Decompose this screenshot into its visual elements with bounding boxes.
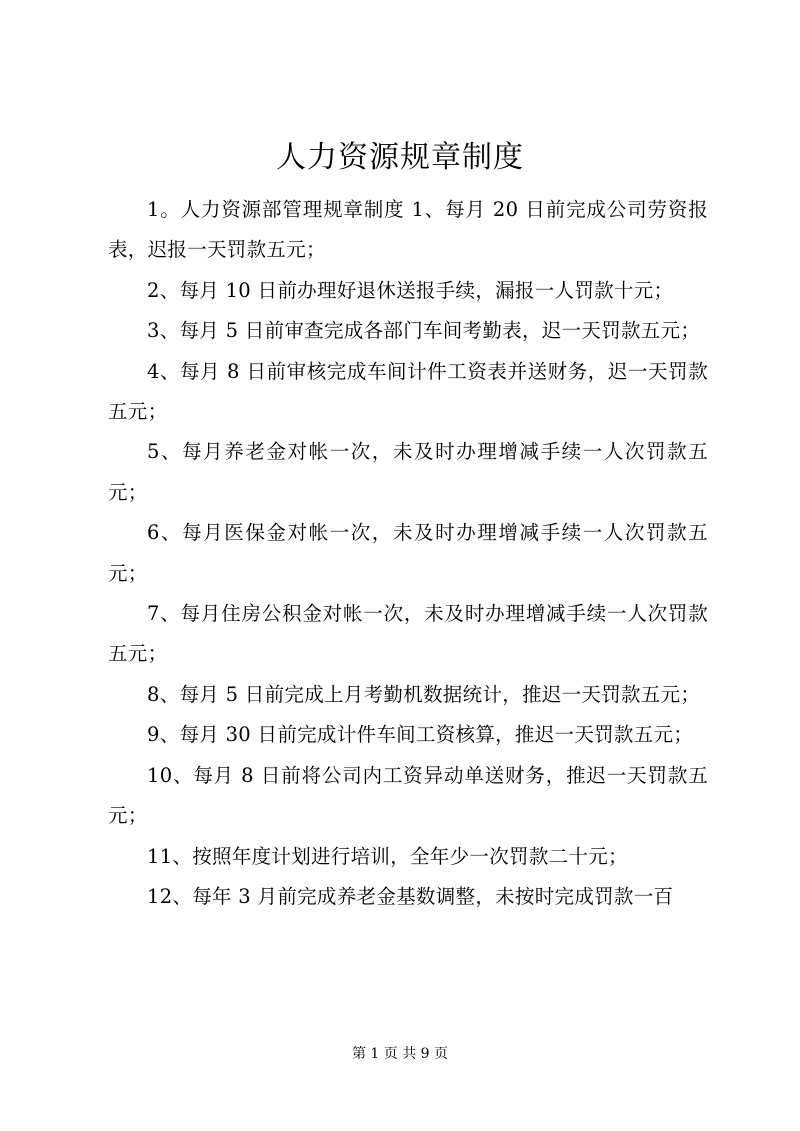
document-body xyxy=(108,190,708,917)
rule-paragraph-1: 1。人力资源部管理规章制度 1、每月 20 日前完成公司劳资报表，迟报一天罚款五元； xyxy=(108,198,708,262)
rule-paragraph-10: 10、每月 8 日前将公司内工资异动单送财务，推迟一天罚款五元； xyxy=(108,763,708,828)
rule-paragraph-4: 4、每月 8 日前审核完成车间计件工资表并送财务，迟一天罚款五元； xyxy=(108,359,708,424)
rule-paragraph-7: 7、每月住房公积金对帐一次，未及时办理增减手续一人次罚款五元； xyxy=(108,602,708,666)
rule-paragraph-9: 9、每月 30 日前完成计件车间工资核算，推迟一天罚款五元； xyxy=(147,723,694,747)
rule-paragraph-6: 6、每月医保金对帐一次，未及时办理增减手续一人次罚款五元； xyxy=(108,521,708,585)
rule-paragraph-3: 3、每月 5 日前审查完成各部门车间考勤表，迟一天罚款五元； xyxy=(147,319,701,343)
page-footer: 第 1 页 共 9 页 xyxy=(351,1046,449,1062)
rule-paragraph-11: 11、按照年度计划进行培训，全年少一次罚款二十元； xyxy=(147,844,628,868)
rule-paragraph-2: 2、每月 10 日前办理好退休送报手续，漏报一人罚款十元； xyxy=(147,278,674,302)
rule-paragraph-12: 12、每年 3 月前完成养老金基数调整，未按时完成罚款一百 xyxy=(147,884,674,908)
document-title: 人力资源规章制度 xyxy=(276,140,524,175)
rule-paragraph-5: 5、每月养老金对帐一次，未及时办理增减手续一人次罚款五元； xyxy=(108,440,708,504)
rule-paragraph-8: 8、每月 5 日前完成上月考勤机数据统计，推迟一天罚款五元； xyxy=(147,682,701,706)
